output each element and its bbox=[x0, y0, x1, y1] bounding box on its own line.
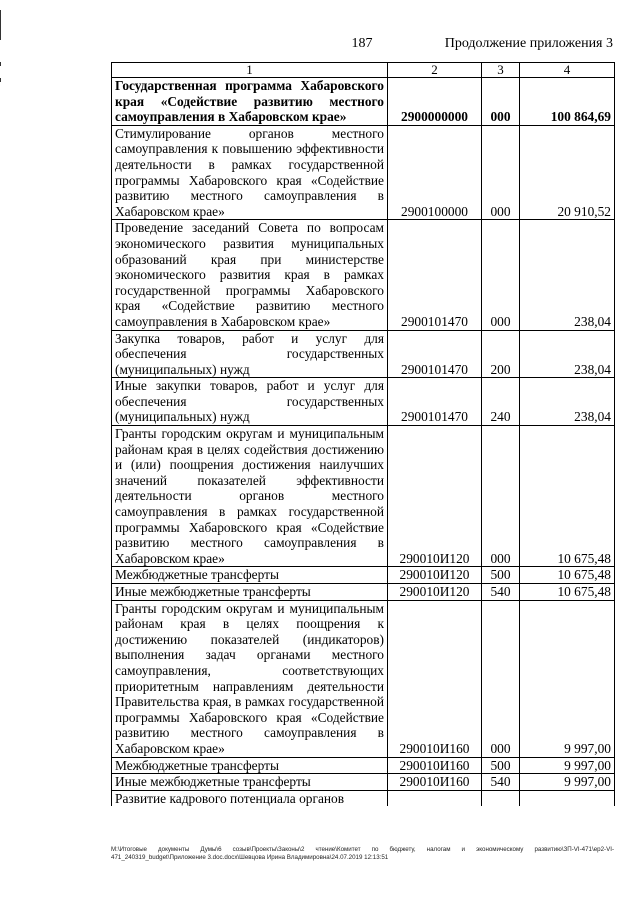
row-name-cell: Межбюджетные трансферты bbox=[112, 757, 388, 774]
row-code-cell: 2900101470 bbox=[388, 378, 482, 426]
row-name-cell: Иные межбюджетные трансферты bbox=[112, 774, 388, 791]
row-code-cell: 2900101470 bbox=[388, 220, 482, 330]
row-name-cell: Государственная программа Хабаровского края «Содействие развитию местного самоуправления в Хабаровском крае» bbox=[112, 78, 388, 126]
margin-mark bbox=[0, 78, 1, 82]
table-row bbox=[112, 757, 615, 774]
row-sum-cell: 9 997,00 bbox=[520, 600, 615, 757]
row-name-cell: Межбюджетные трансферты bbox=[112, 567, 388, 584]
row-code-cell: 290010И120 bbox=[388, 426, 482, 567]
row-type-cell: 000 bbox=[482, 220, 520, 330]
margin-mark bbox=[0, 62, 1, 66]
row-code-cell: 290010И160 bbox=[388, 757, 482, 774]
column-header-sum: 4 bbox=[520, 63, 615, 78]
continuation-label: Продолжение приложения 3 bbox=[444, 36, 613, 51]
column-header-code: 2 bbox=[388, 63, 482, 78]
row-name-cell: Закупка товаров, работ и услуг для обеспечения государственных (муниципальных) нужд bbox=[112, 330, 388, 378]
row-name-cell: Проведение заседаний Совета по вопросам экономического развития муниципальных образований края при министерстве экономического развития края в рамках государственной программы Хабаровского края «Содействие развитию местного самоуправления в Хабаровском крае» bbox=[112, 220, 388, 330]
row-name-cell: Стимулирование органов местного самоуправления к повышению эффективности деятельности в рамках государственной программы Хабаровского края «Содействие развитию местного самоуправления в Хабаровском крае» bbox=[112, 125, 388, 220]
row-code-cell: 290010И120 bbox=[388, 584, 482, 601]
row-code-cell: 290010И160 bbox=[388, 600, 482, 757]
row-sum-cell bbox=[520, 790, 615, 806]
budget-table bbox=[111, 62, 615, 806]
row-name-cell: Развитие кадрового потенциала органов bbox=[112, 790, 388, 806]
row-type-cell bbox=[482, 790, 520, 806]
table-row bbox=[112, 774, 615, 791]
row-type-cell: 500 bbox=[482, 757, 520, 774]
row-name-cell: Иные закупки товаров, работ и услуг для обеспечения государственных (муниципальных) нужд bbox=[112, 378, 388, 426]
row-type-cell: 500 bbox=[482, 567, 520, 584]
row-type-cell: 000 bbox=[482, 600, 520, 757]
row-type-cell: 540 bbox=[482, 774, 520, 791]
row-code-cell: 290010И120 bbox=[388, 567, 482, 584]
table-header-row bbox=[112, 63, 615, 78]
row-code-cell bbox=[388, 790, 482, 806]
row-name-cell: Гранты городским округам и муниципальным районам края в целях поощрения к достижению показателей (индикаторов) выполнения задач органами местного самоуправления, соответствующих приоритетным направлениям деятельности Правительства края, в рамках государственной программы Хабаровского края «Содействие развитию местного самоуправления в Хабаровском крае» bbox=[112, 600, 388, 757]
row-sum-cell: 10 675,48 bbox=[520, 426, 615, 567]
row-sum-cell: 20 910,52 bbox=[520, 125, 615, 220]
row-sum-cell: 100 864,69 bbox=[520, 78, 615, 126]
column-header-name: 1 bbox=[112, 63, 388, 78]
row-sum-cell: 9 997,00 bbox=[520, 774, 615, 791]
table-row bbox=[112, 584, 615, 601]
row-code-cell: 2900100000 bbox=[388, 125, 482, 220]
row-name-cell: Иные межбюджетные трансферты bbox=[112, 584, 388, 601]
table-row bbox=[112, 567, 615, 584]
row-sum-cell: 10 675,48 bbox=[520, 567, 615, 584]
page-number: 187 bbox=[351, 36, 373, 51]
table-row bbox=[112, 378, 615, 426]
row-type-cell: 000 bbox=[482, 125, 520, 220]
row-code-cell: 2900101470 bbox=[388, 330, 482, 378]
table-row bbox=[112, 125, 615, 220]
row-type-cell: 200 bbox=[482, 330, 520, 378]
footer-file-path: M:\Итоговые документы Думы\6 созыв\Проекты\Законы\2 чтение\Комитет по бюджету, налогам и экономическому развитию\ЗП-VI-471\ep2-VI-471_240319_budget\Приложение 3.doc.docx\Шевцова Ирина Владимировна\24.07.2019 12:13:51 bbox=[111, 846, 614, 861]
row-type-cell: 240 bbox=[482, 378, 520, 426]
row-code-cell: 290010И160 bbox=[388, 774, 482, 791]
column-header-type: 3 bbox=[482, 63, 520, 78]
row-sum-cell: 238,04 bbox=[520, 378, 615, 426]
row-sum-cell: 238,04 bbox=[520, 220, 615, 330]
row-sum-cell: 10 675,48 bbox=[520, 584, 615, 601]
row-name-cell: Гранты городским округам и муниципальным районам края в целях содействия достижению и (или) поощрения достижения наилучших значений показателей эффективности деятельности органов местного самоуправления в рамках государственной программы Хабаровского края «Содействие развитию местного самоуправления в Хабаровском крае» bbox=[112, 426, 388, 567]
table-row bbox=[112, 600, 615, 757]
table-row bbox=[112, 330, 615, 378]
table-row bbox=[112, 220, 615, 330]
table-row bbox=[112, 78, 615, 126]
margin-marks bbox=[0, 10, 14, 90]
table-row bbox=[112, 426, 615, 567]
table-row bbox=[112, 790, 615, 806]
row-type-cell: 540 bbox=[482, 584, 520, 601]
row-sum-cell: 9 997,00 bbox=[520, 757, 615, 774]
row-sum-cell: 238,04 bbox=[520, 330, 615, 378]
row-code-cell: 2900000000 bbox=[388, 78, 482, 126]
row-type-cell: 000 bbox=[482, 426, 520, 567]
row-type-cell: 000 bbox=[482, 78, 520, 126]
margin-mark bbox=[0, 10, 1, 40]
